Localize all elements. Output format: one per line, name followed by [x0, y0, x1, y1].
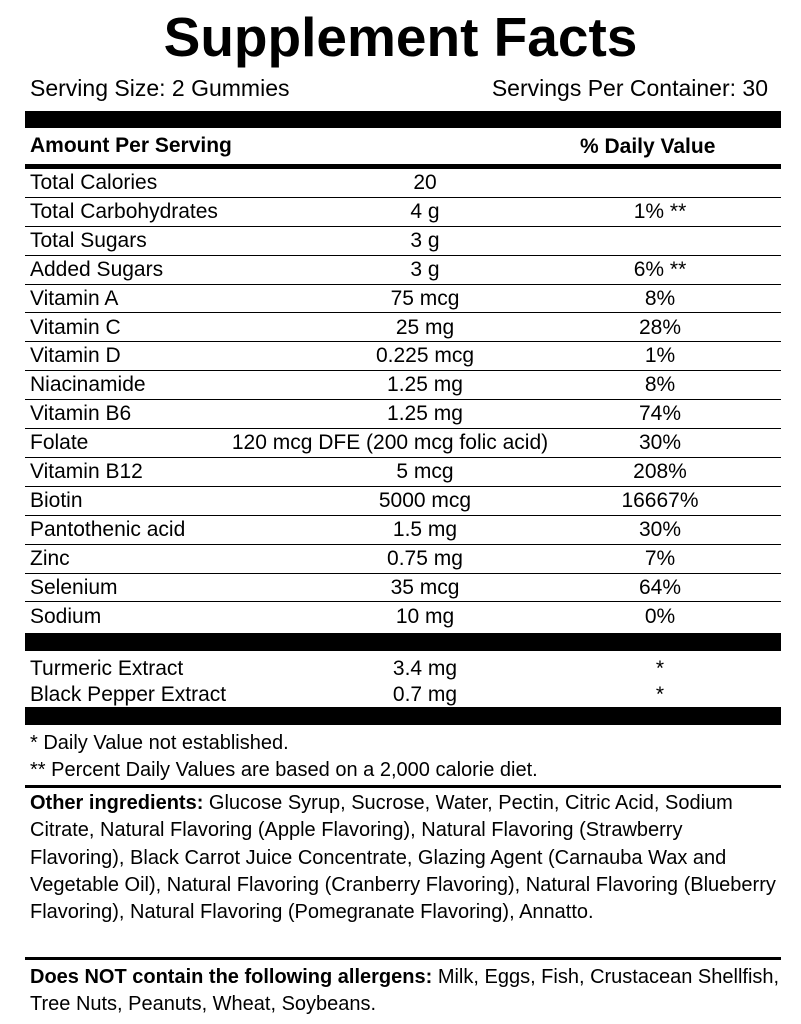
nutrient-amount: 4 g: [410, 199, 440, 223]
nutrient-amount: 120 mcg DFE (200 mcg folic acid): [231, 431, 549, 455]
nutrient-daily-value: 6% **: [633, 257, 687, 281]
daily-value-header: % Daily Value: [580, 135, 716, 158]
nutrient-amount: 0.75 mg: [387, 546, 463, 570]
nutrient-daily-value: 208%: [633, 460, 687, 483]
other-ingredients: [30, 790, 780, 926]
nutrient-daily-value: 1%: [644, 344, 676, 368]
nutrient-amount: 3 g: [410, 257, 440, 281]
servings-per-container: Servings Per Container: 30: [491, 75, 768, 101]
nutrient-name: Vitamin C: [30, 315, 121, 339]
footnote-not-established: * Daily Value not established.: [30, 732, 289, 754]
nutrient-row-added-sugars: [25, 256, 781, 285]
nutrient-row-vitamin-d: [25, 342, 781, 371]
thick-divider-middle: [25, 633, 781, 651]
divider-footnotes: [25, 785, 781, 788]
allergen-statement: [30, 964, 780, 1019]
nutrient-daily-value: 8%: [644, 373, 676, 397]
nutrient-name: Folate: [30, 431, 89, 455]
nutrient-name: Niacinamide: [30, 373, 146, 397]
allergen-label: Does NOT contain the following allergens:: [30, 966, 433, 988]
serving-size: Serving Size: 2 Gummies: [30, 75, 290, 101]
divider-ingredients: [25, 957, 781, 960]
nutrient-name: Selenium: [30, 575, 118, 599]
nutrient-row-vitamin-a: [25, 285, 781, 314]
nutrient-name: Total Calories: [30, 171, 158, 194]
nutrient-name: Vitamin A: [30, 286, 119, 310]
nutrient-amount: 3 g: [410, 228, 440, 252]
nutrient-row-zinc: [25, 545, 781, 574]
nutrient-row-black-pepper-extract: [25, 681, 781, 707]
nutrient-name: Total Carbohydrates: [30, 199, 218, 223]
nutrient-daily-value: 30%: [638, 431, 682, 455]
nutrient-daily-value: 0%: [644, 604, 676, 628]
nutrient-daily-value: *: [655, 682, 665, 706]
nutrient-name: Vitamin D: [30, 344, 121, 368]
nutrient-name: Zinc: [30, 546, 70, 570]
nutrient-amount: 10 mg: [395, 604, 455, 628]
nutrient-daily-value: 28%: [638, 315, 682, 339]
nutrient-daily-value: 16667%: [621, 488, 699, 512]
nutrient-daily-value: *: [655, 657, 665, 680]
thick-divider-top: [25, 111, 781, 128]
nutrient-amount: 1.25 mg: [387, 373, 463, 397]
other-ingredients-label: Other ingredients:: [30, 792, 204, 814]
nutrient-amount: 0.7 mg: [392, 682, 458, 706]
nutrient-row-pantothenic-acid: [25, 516, 781, 545]
nutrient-amount: 75 mcg: [390, 286, 460, 310]
nutrient-row-biotin: [25, 487, 781, 516]
thick-divider-bottom: [25, 707, 781, 725]
nutrient-name: Pantothenic acid: [30, 517, 186, 541]
nutrient-row-vitamin-b6: [25, 400, 781, 429]
nutrient-amount: 5000 mcg: [378, 488, 472, 512]
nutrient-row-total-sugars: [25, 227, 781, 256]
nutrient-amount: 1.25 mg: [387, 402, 463, 426]
panel-title: Supplement Facts: [163, 6, 638, 68]
nutrient-name: Sodium: [30, 604, 102, 628]
nutrient-name: Vitamin B6: [30, 402, 132, 426]
nutrient-row-sodium: [25, 603, 781, 632]
nutrient-amount: 20: [413, 171, 437, 194]
nutrient-daily-value: 74%: [638, 402, 682, 426]
nutrient-row-total-carbohydrates: [25, 198, 781, 227]
other-ingredients-text: Glucose Syrup, Sucrose, Water, Pectin, Citric Acid, Sodium Citrate, Natural Flavoring (Apple Flavoring), Natural Flavoring (Strawberry Flavoring), Black Carrot Juice Concentrate, Glazing Agent (Carnauba Wax and Vegetable Oil), Natural Flavoring (Cranberry Flavoring), Natural Flavoring (Blueberry Flavoring), Natural Flavoring (Pomegranate Flavoring), Annatto.: [30, 792, 776, 924]
nutrient-name: Turmeric Extract: [30, 657, 184, 680]
nutrient-row-folate: [25, 429, 781, 458]
nutrient-daily-value: 30%: [638, 517, 682, 541]
nutrient-name: Biotin: [30, 488, 83, 512]
nutrient-daily-value: 7%: [644, 546, 676, 570]
nutrient-name: Black Pepper Extract: [30, 682, 227, 706]
allergen-text: Milk, Eggs, Fish, Crustacean Shellfish, Tree Nuts, Peanuts, Wheat, Soybeans.: [30, 966, 780, 1016]
nutrient-daily-value: 64%: [638, 575, 682, 599]
nutrient-amount: 1.5 mg: [392, 517, 458, 541]
nutrient-amount: 25 mg: [395, 315, 455, 339]
nutrient-amount: 0.225 mcg: [375, 344, 475, 368]
nutrient-row-turmeric-extract: [25, 655, 781, 681]
nutrient-row-selenium: [25, 574, 781, 603]
nutrient-amount: 35 mcg: [390, 575, 460, 599]
nutrient-name: Added Sugars: [30, 257, 164, 281]
nutrient-row-vitamin-c: [25, 314, 781, 343]
nutrient-row-vitamin-b12: [25, 458, 781, 487]
nutrient-daily-value: 1% **: [633, 199, 687, 223]
nutrient-name: Vitamin B12: [30, 460, 143, 483]
nutrient-row-niacinamide: [25, 371, 781, 400]
footnote-calorie-diet: ** Percent Daily Values are based on a 2,000 calorie diet.: [30, 759, 538, 781]
nutrient-amount: 5 mcg: [396, 460, 454, 483]
nutrient-name: Total Sugars: [30, 228, 147, 252]
nutrient-daily-value: 8%: [644, 286, 676, 310]
nutrient-amount: 3.4 mg: [392, 657, 458, 680]
nutrient-row-total-calories: [25, 169, 781, 198]
amount-per-serving-header: Amount Per Serving: [30, 134, 232, 157]
